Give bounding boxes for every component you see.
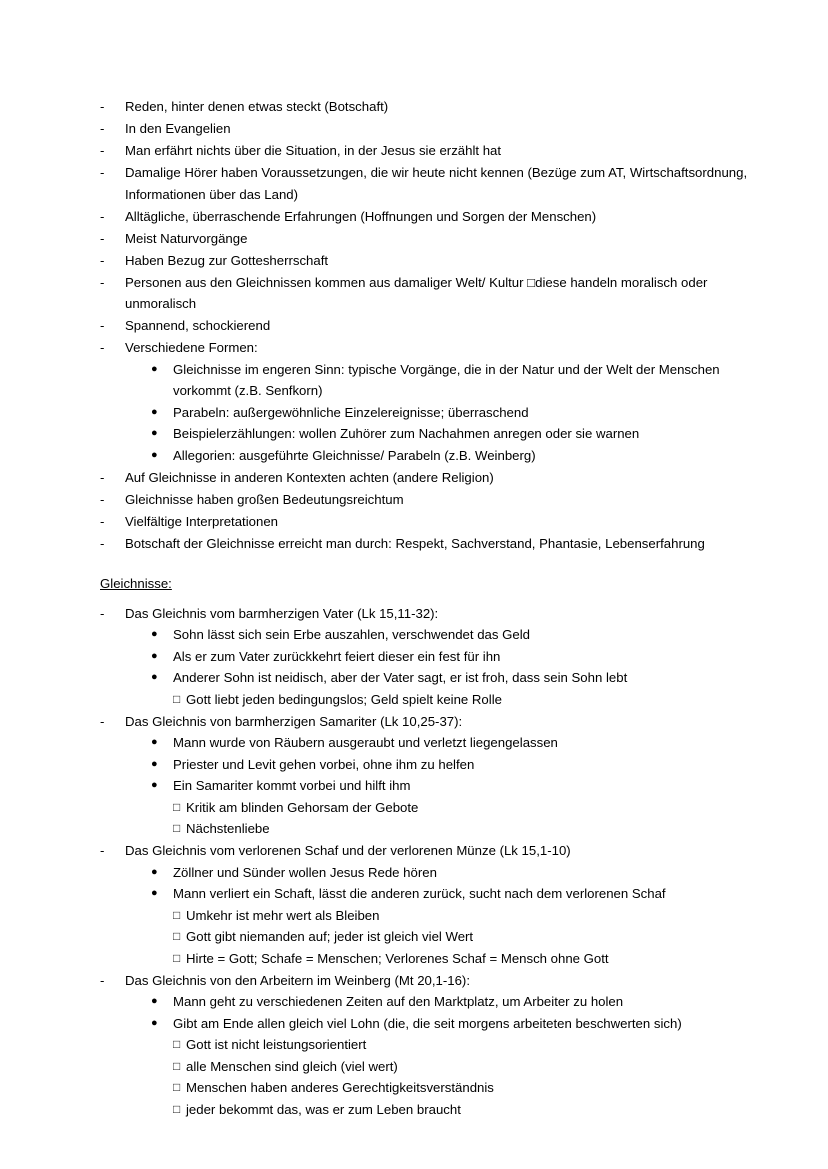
parable-bullets bbox=[125, 732, 754, 840]
bullet-marker: ● bbox=[151, 887, 158, 899]
list-item bbox=[125, 689, 754, 711]
dash-marker: - bbox=[100, 469, 105, 485]
dash-marker: - bbox=[100, 252, 105, 268]
dash-marker: - bbox=[100, 208, 105, 224]
list-item bbox=[173, 926, 754, 948]
list-item-text: Reden, hinter denen etwas steckt (Botschaft) bbox=[125, 99, 389, 114]
list-item bbox=[125, 862, 754, 884]
list-item-text: Gleichnisse im engeren Sinn: typische Vorgänge, die in der Natur und der Welt der Menschen vorkommt (z.B. Senfkorn) bbox=[173, 361, 720, 398]
dash-marker: - bbox=[100, 340, 105, 355]
bullet-marker: ● bbox=[151, 736, 158, 748]
list-item bbox=[173, 948, 754, 970]
list-item bbox=[125, 797, 754, 840]
list-item bbox=[125, 402, 754, 424]
list-item bbox=[74, 250, 754, 272]
list-item bbox=[74, 272, 754, 315]
list-item-text: Anderer Sohn ist neidisch, aber der Vater sagt, er ist froh, dass sein Sohn lebt bbox=[173, 670, 628, 685]
list-item bbox=[173, 1056, 754, 1078]
list-item-text: Mann wurde von Räubern ausgeraubt und verletzt liegengelassen bbox=[173, 735, 558, 750]
list-item-text: Gott ist nicht leistungsorientiert bbox=[186, 1037, 367, 1052]
list-item bbox=[173, 1099, 754, 1121]
list-item-text: Zöllner und Sünder wollen Jesus Rede hören bbox=[173, 864, 437, 880]
list-item-text: Kritik am blinden Gehorsam der Gebote bbox=[186, 799, 419, 815]
list-item-text: Alltägliche, überraschende Erfahrungen (Hoffnungen und Sorgen der Menschen) bbox=[125, 208, 597, 224]
list-item-text: Nächstenliebe bbox=[186, 821, 270, 836]
list-item bbox=[173, 905, 754, 927]
dash-marker: - bbox=[100, 843, 105, 858]
list-item bbox=[125, 423, 754, 445]
empty-box-icon: □ bbox=[173, 821, 181, 835]
list-item bbox=[125, 624, 754, 646]
empty-box-icon: □ bbox=[173, 1080, 181, 1094]
empty-box-icon: □ bbox=[173, 799, 181, 814]
empty-box-icon: □ bbox=[173, 907, 181, 922]
empty-box-icon: □ bbox=[173, 1058, 181, 1073]
parable-bullets bbox=[125, 991, 754, 1120]
list-item bbox=[74, 467, 754, 489]
empty-box-icon: □ bbox=[173, 1101, 181, 1116]
dash-marker: - bbox=[100, 121, 105, 136]
list-item-text: Gleichnisse haben großen Bedeutungsreichtum bbox=[125, 491, 404, 507]
list-item-text: Als er zum Vater zurückkehrt feiert dieser ein fest für ihn bbox=[173, 648, 501, 664]
section-heading-gleichnisse: Gleichnisse: bbox=[100, 576, 172, 591]
list-item bbox=[74, 162, 754, 205]
list-item-text: Mann verliert ein Schaft, lässt die anderen zurück, sucht nach dem verlorenen Schaf bbox=[173, 886, 666, 901]
empty-box-icon: □ bbox=[173, 1037, 181, 1051]
bullet-marker: ● bbox=[151, 757, 158, 770]
list-item bbox=[74, 96, 754, 118]
parable-bullets bbox=[125, 862, 754, 970]
bullet-marker: ● bbox=[151, 649, 158, 662]
parable-conclusions bbox=[173, 689, 754, 711]
list-item bbox=[74, 140, 754, 162]
list-item bbox=[125, 775, 754, 797]
gleichnisse-list bbox=[74, 603, 754, 1121]
list-item bbox=[125, 1034, 754, 1120]
bullet-marker: ● bbox=[151, 865, 158, 878]
document-content bbox=[74, 96, 754, 1120]
list-item-text: Verschiedene Formen: bbox=[125, 340, 258, 355]
dash-marker: - bbox=[100, 491, 105, 507]
dash-marker: - bbox=[100, 230, 105, 246]
bullet-marker: ● bbox=[151, 448, 158, 461]
list-item-text: Umkehr ist mehr wert als Bleiben bbox=[186, 907, 380, 923]
bullet-marker: ● bbox=[151, 362, 158, 375]
dash-marker: - bbox=[100, 143, 105, 158]
parable-bullets bbox=[125, 624, 754, 710]
list-item bbox=[74, 840, 754, 969]
list-item-text: Priester und Levit gehen vorbei, ohne ihm zu helfen bbox=[173, 756, 475, 772]
bullet-marker: ● bbox=[151, 1016, 158, 1029]
list-item-text: Man erfährt nichts über die Situation, in der Jesus sie erzählt hat bbox=[125, 143, 502, 158]
list-item bbox=[173, 689, 754, 711]
list-item bbox=[74, 711, 754, 840]
bullet-marker: ● bbox=[151, 405, 158, 418]
list-item bbox=[173, 1077, 754, 1099]
list-item-text: Ein Samariter kommt vorbei und hilft ihm bbox=[173, 778, 411, 793]
merkmale-list bbox=[74, 96, 754, 554]
list-item bbox=[125, 732, 754, 754]
list-item bbox=[74, 206, 754, 228]
list-item bbox=[125, 359, 754, 402]
empty-box-icon: □ bbox=[173, 929, 181, 943]
list-item-text: Gott gibt niemanden auf; jeder ist gleich viel Wert bbox=[186, 929, 474, 944]
list-item-text: Beispielerzählungen: wollen Zuhörer zum Nachahmen anregen oder sie warnen bbox=[173, 426, 640, 441]
parable-title: Das Gleichnis vom barmherzigen Vater (Lk 15,11-32): bbox=[125, 605, 439, 621]
list-item bbox=[74, 228, 754, 250]
dash-marker: - bbox=[100, 972, 105, 988]
list-item-text: Auf Gleichnisse in anderen Kontexten achten (andere Religion) bbox=[125, 469, 494, 485]
dash-marker: - bbox=[100, 99, 105, 114]
list-item bbox=[125, 905, 754, 970]
list-item bbox=[74, 315, 754, 337]
list-item bbox=[125, 754, 754, 776]
bullet-marker: ● bbox=[151, 671, 158, 683]
list-item-text: Menschen haben anderes Gerechtigkeitsverständnis bbox=[186, 1080, 494, 1095]
list-item bbox=[125, 883, 754, 905]
formen-sublist bbox=[125, 359, 754, 467]
dash-marker: - bbox=[100, 274, 105, 290]
parable-title: Das Gleichnis vom verlorenen Schaf und der verlorenen Münze (Lk 15,1-10) bbox=[125, 843, 571, 858]
list-item bbox=[125, 445, 754, 467]
dash-marker: - bbox=[100, 513, 105, 529]
dash-marker: - bbox=[100, 535, 105, 551]
list-item-text: Damalige Hörer haben Voraussetzungen, die wir heute nicht kennen (Bezüge zum AT, Wirtschaftsordnung, Informationen über das Land) bbox=[125, 165, 748, 202]
list-item-text: Gibt am Ende allen gleich viel Lohn (die, die seit morgens arbeiteten beschwerten sich) bbox=[173, 1015, 682, 1031]
list-item-text: Parabeln: außergewöhnliche Einzelereignisse; überraschend bbox=[173, 404, 529, 420]
list-item bbox=[74, 511, 754, 533]
list-item bbox=[74, 118, 754, 140]
list-item-text: Gott liebt jeden bedingungslos; Geld spielt keine Rolle bbox=[186, 691, 502, 707]
list-item bbox=[173, 1034, 754, 1056]
list-item-text: Haben Bezug zur Gottesherrschaft bbox=[125, 252, 329, 268]
list-item-text: alle Menschen sind gleich (viel wert) bbox=[186, 1058, 398, 1074]
list-item-text: Vielfältige Interpretationen bbox=[125, 513, 278, 529]
list-item bbox=[125, 646, 754, 668]
bullet-marker: ● bbox=[151, 427, 158, 439]
dash-marker: - bbox=[100, 713, 105, 729]
list-item-text: Personen aus den Gleichnissen kommen aus damaliger Welt/ Kultur □diese handeln moralisch oder unmoralisch bbox=[125, 274, 708, 311]
list-item-text: Hirte = Gott; Schafe = Menschen; Verlorenes Schaf = Mensch ohne Gott bbox=[186, 950, 609, 966]
parable-conclusions bbox=[173, 905, 754, 970]
bullet-marker: ● bbox=[151, 779, 158, 791]
list-item bbox=[74, 533, 754, 555]
list-item-text: Meist Naturvorgänge bbox=[125, 230, 248, 246]
parable-title: Das Gleichnis von den Arbeitern im Weinberg (Mt 20,1-16): bbox=[125, 972, 470, 988]
dash-marker: - bbox=[100, 165, 105, 180]
list-item bbox=[74, 970, 754, 1121]
list-item-text: Mann geht zu verschiedenen Zeiten auf den Marktplatz, um Arbeiter zu holen bbox=[173, 994, 624, 1009]
list-item bbox=[173, 818, 754, 840]
list-item-text: jeder bekommt das, was er zum Leben braucht bbox=[186, 1101, 461, 1117]
bullet-marker: ● bbox=[151, 995, 158, 1007]
dash-marker: - bbox=[100, 318, 105, 333]
list-item-text: Allegorien: ausgeführte Gleichnisse/ Parabeln (z.B. Weinberg) bbox=[173, 447, 536, 463]
list-item bbox=[74, 489, 754, 511]
list-item-text: In den Evangelien bbox=[125, 121, 231, 136]
bullet-marker: ● bbox=[151, 628, 158, 640]
parable-conclusions bbox=[173, 1034, 754, 1120]
list-item bbox=[74, 603, 754, 711]
list-item bbox=[74, 337, 754, 466]
list-item bbox=[125, 991, 754, 1013]
parable-title: Das Gleichnis von barmherzigen Samariter (Lk 10,25-37): bbox=[125, 713, 463, 729]
dash-marker: - bbox=[100, 605, 105, 621]
list-item-text: Botschaft der Gleichnisse erreicht man durch: Respekt, Sachverstand, Phantasie, Lebenserfahrung bbox=[125, 535, 705, 551]
list-item-text: Spannend, schockierend bbox=[125, 318, 271, 333]
list-item bbox=[125, 667, 754, 689]
parable-conclusions bbox=[173, 797, 754, 840]
list-item bbox=[173, 797, 754, 819]
empty-box-icon: □ bbox=[173, 691, 181, 706]
list-item bbox=[125, 1013, 754, 1035]
list-item-text: Sohn lässt sich sein Erbe auszahlen, verschwendet das Geld bbox=[173, 627, 530, 642]
empty-box-icon: □ bbox=[173, 950, 181, 965]
